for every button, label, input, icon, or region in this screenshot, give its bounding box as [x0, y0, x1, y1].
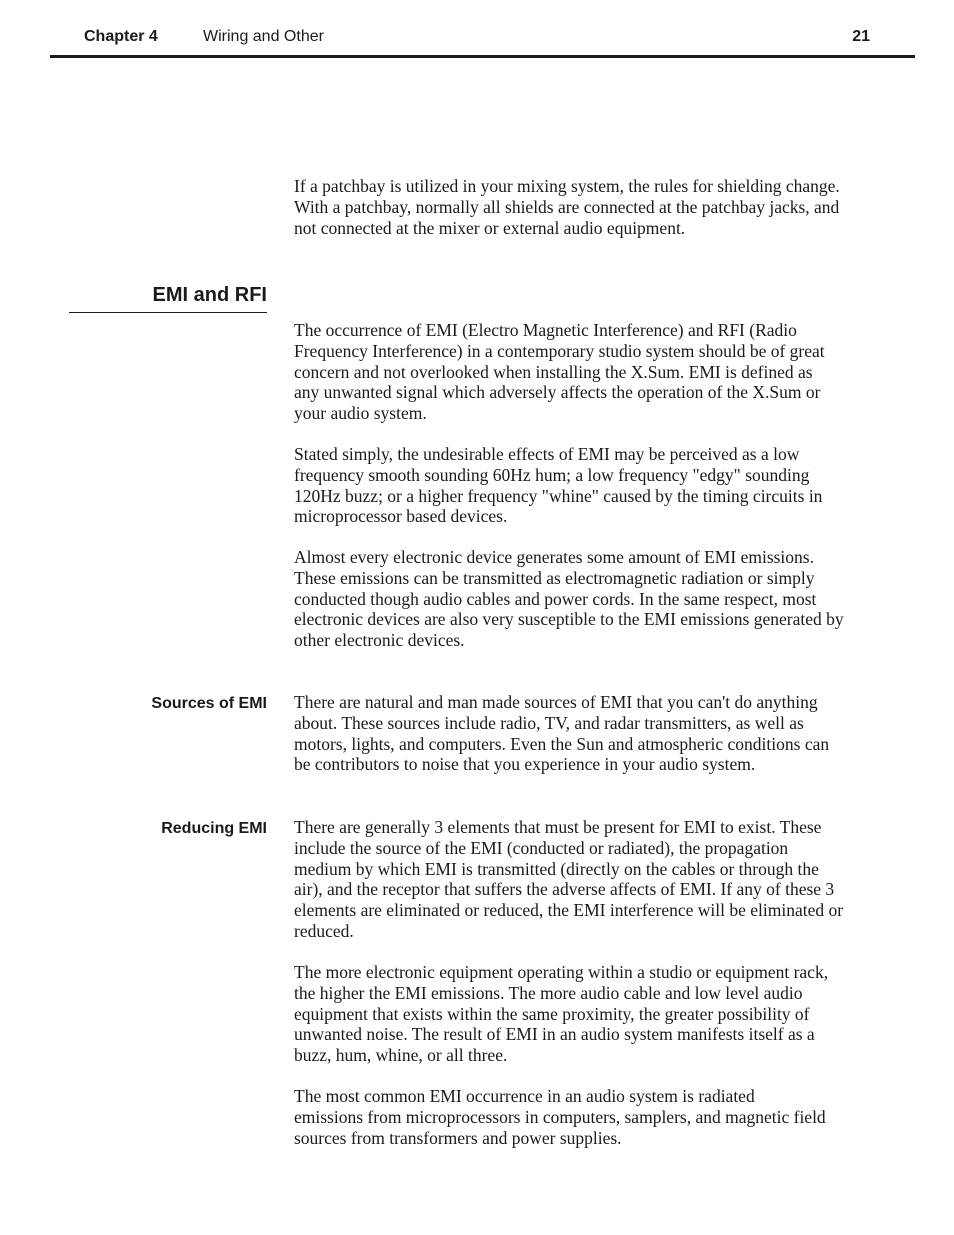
emi-rfi-paragraph-3: Almost every electronic device generates some amount of EMI emissions. These emissions can be transmitted as electromagnetic radiation or simply conducted though audio cables and power cords. In the same respect, most electronic devices are also very susceptible to the EMI emissions generated by other electronic devices. [294, 547, 844, 651]
intro-paragraph: If a patchbay is utilized in your mixing system, the rules for shielding change. With a patchbay, normally all shields are connected at the patchbay jacks, and not connected at the mixer or external audio equipment. [294, 176, 840, 238]
page-number: 21 [852, 28, 870, 45]
emi-rfi-paragraph-2: Stated simply, the undesirable effects of EMI may be perceived as a low frequency smooth sounding 60Hz hum; a low frequency "edgy" sounding 120Hz buzz; or a higher frequency "whine" caused by the timing circuits in microprocessor based devices. [294, 444, 823, 527]
chapter-title: Wiring and Other [203, 28, 324, 45]
side-label-sources-of-emi: Sources of EMI [151, 695, 267, 712]
reducing-emi-paragraph-2: The more electronic equipment operating within a studio or equipment rack, the higher the EMI emissions. The more audio cable and low level audio equipment that exists within the same proximity, the greater possibility of unwanted noise. The result of EMI in an audio system manifests itself as a buzz, hum, whine, or all three. [294, 962, 829, 1066]
emi-rfi-paragraph-1: The occurrence of EMI (Electro Magnetic Interference) and RFI (Radio Frequency Interference) in a contemporary studio system should be of great concern and not overlooked when installing the X.Sum. EMI is defined as any unwanted signal which adversely affects the operation of the X.Sum or your audio system. [294, 320, 825, 424]
reducing-emi-paragraph-3: The most common EMI occurrence in an audio system is radiated emissions from microprocessors in computers, samplers, and magnetic field sources from transformers and power supplies. [294, 1086, 826, 1148]
sources-of-emi-paragraph: There are natural and man made sources of EMI that you can't do anything about. These sources include radio, TV, and radar transmitters, as well as motors, lights, and computers. Even the Sun and atmospheric conditions can be contributors to noise that you experience in your audio system. [294, 692, 830, 775]
page-header [50, 27, 915, 58]
reducing-emi-paragraph-1: There are generally 3 elements that must be present for EMI to exist. These include the source of the EMI (conducted or radiated), the propagation medium by which EMI is transmitted (directly on the cables or through the air), and the receptor that suffers the adverse affects of EMI. If any of these 3 elements are eliminated or reduced, the EMI interference will be eliminated or reduced. [294, 817, 844, 941]
side-label-reducing-emi: Reducing EMI [161, 820, 267, 837]
section-heading-emi-and-rfi: EMI and RFI [69, 283, 267, 313]
chapter-number: Chapter 4 [84, 28, 158, 45]
